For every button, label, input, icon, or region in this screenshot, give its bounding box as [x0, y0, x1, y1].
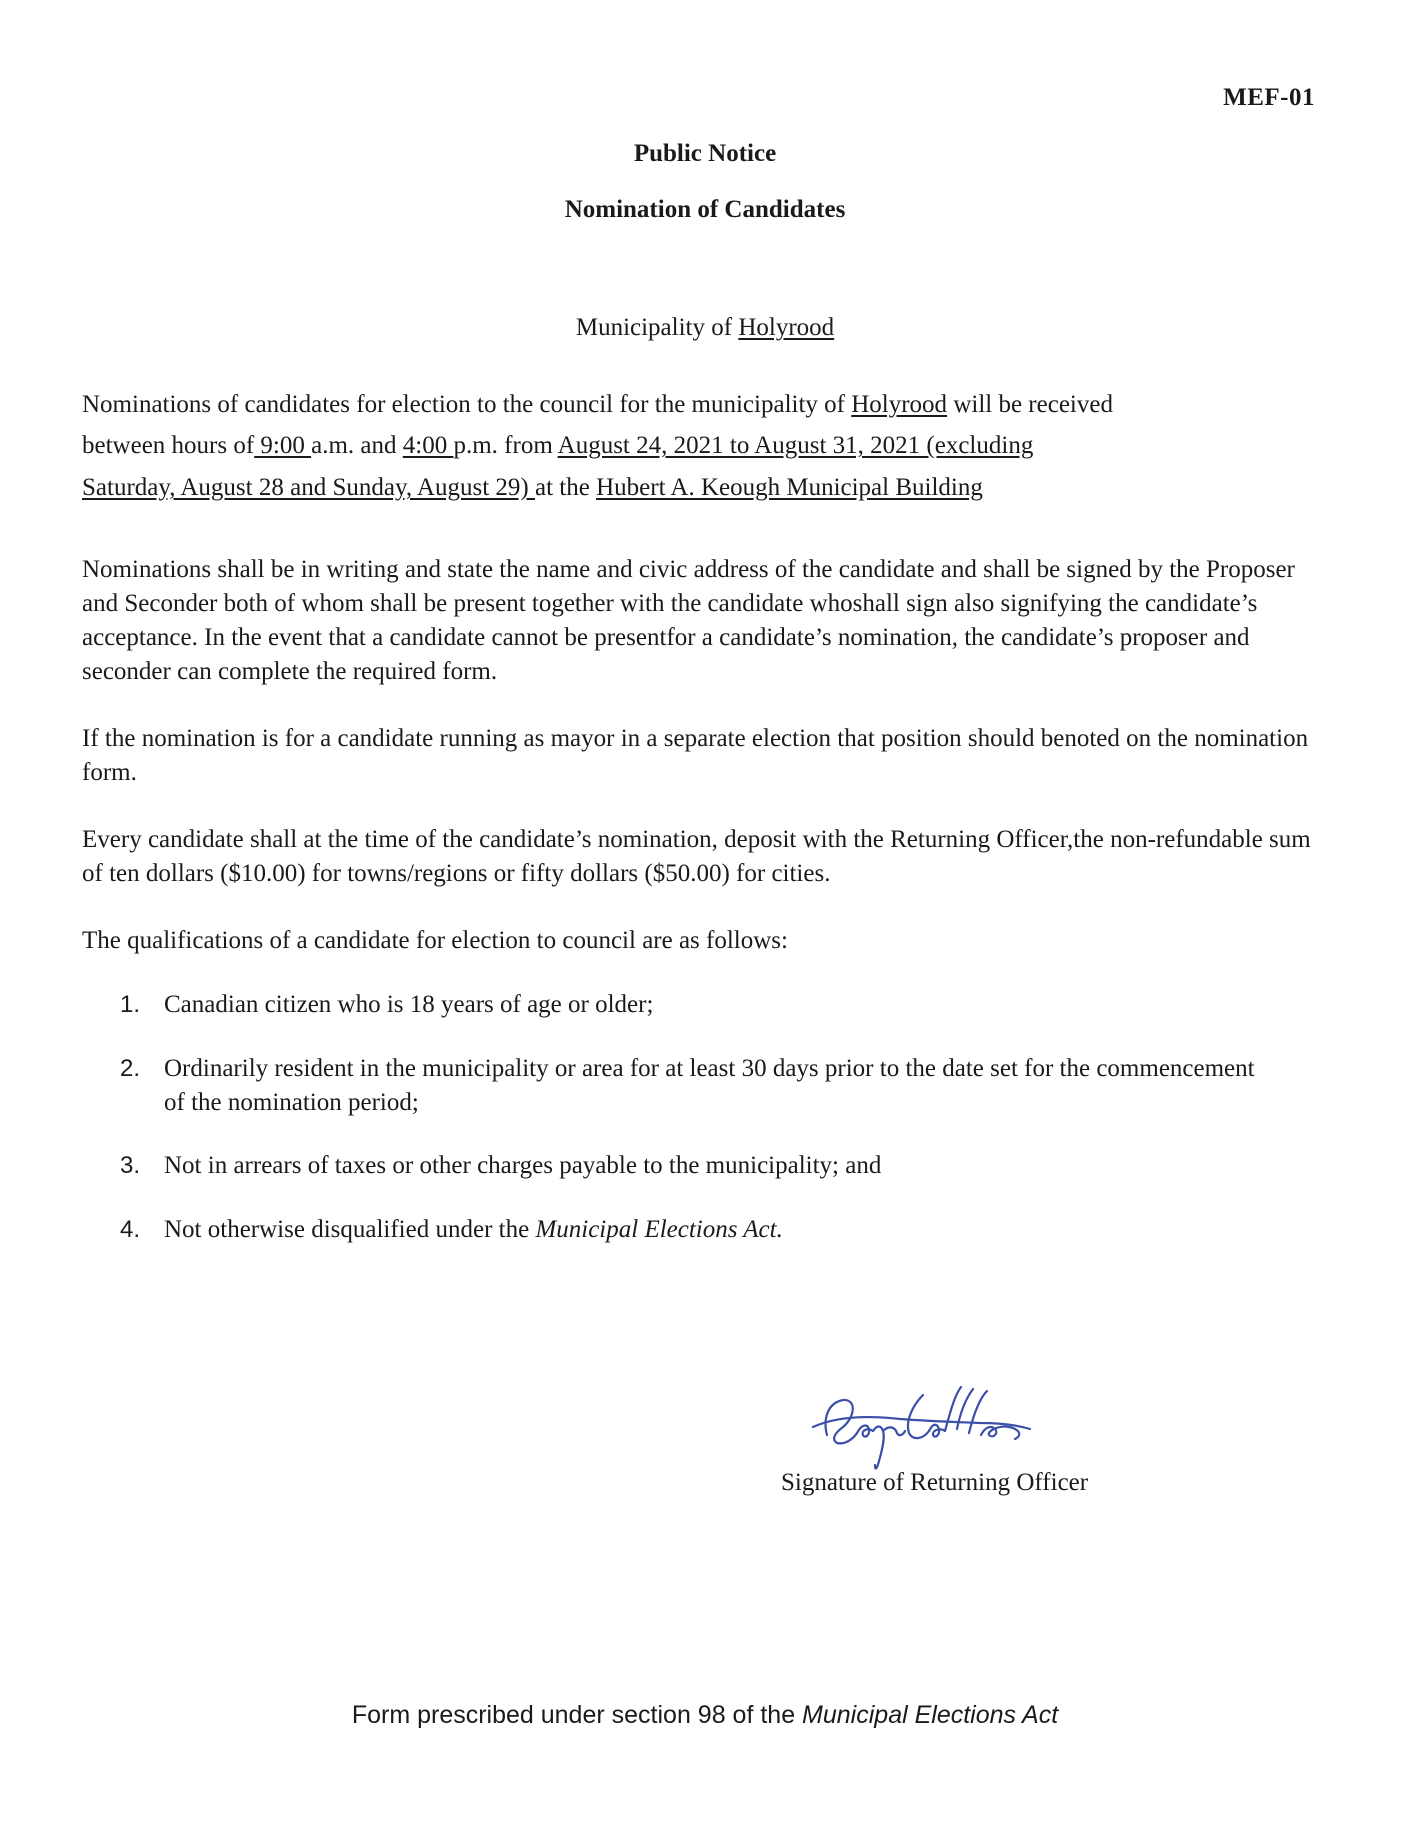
form-code: MEF-01 — [1223, 84, 1315, 111]
footer-text: Form prescribed under section 98 of the — [351, 1701, 803, 1729]
intro-text: Nominations of candidates for election to the council for the municipality of — [82, 391, 852, 418]
municipality-prefix: Municipality of — [575, 314, 739, 341]
page-title: Public Notice — [633, 140, 777, 167]
municipality-line — [0, 314, 1410, 342]
intro-line-3 — [82, 474, 983, 502]
list-text: Not in arrears of taxes or other charges payable to the municipality; and — [164, 1152, 882, 1179]
location-name: Hubert A. Keough Municipal Building — [596, 474, 983, 501]
list-number: 3. — [120, 1152, 141, 1179]
intro-municipality: Holyrood — [851, 391, 948, 418]
footer-note — [0, 1701, 1410, 1730]
date-range-part-1: August 24, 2021 to August 31, 2021 (excluding — [557, 432, 1034, 459]
location-prefix: at the — [535, 474, 597, 501]
date-range-part-2: Saturday, August 28 and Sunday, August 29) — [82, 474, 535, 501]
hours-mid-2: p.m. from — [453, 432, 558, 459]
intro-line-1 — [82, 391, 1113, 419]
end-time: 4:00 — [402, 432, 454, 459]
list-number: 4. — [120, 1216, 141, 1243]
qualification-item — [120, 1052, 1270, 1120]
qualification-item — [120, 1149, 1270, 1183]
intro-line-2 — [82, 432, 1033, 460]
list-number: 1. — [120, 991, 141, 1018]
signature-image — [805, 1365, 1035, 1475]
paragraph-qualifications-intro: The qualifications of a candidate for election to council are as follows: — [82, 927, 788, 954]
qualification-item — [120, 1213, 1270, 1247]
act-name: Municipal Elections Act. — [535, 1216, 783, 1243]
qualification-item — [120, 988, 1270, 1022]
municipality-name: Holyrood — [738, 314, 835, 341]
signature-caption: Signature of Returning Officer — [781, 1469, 1089, 1496]
paragraph-mayor-nomination: If the nomination is for a candidate running as mayor in a separate election that position should benoted on the nomination form. — [82, 725, 1309, 786]
list-text: Ordinarily resident in the municipality or area for at least 30 days prior to the date set for the commencement of the nomination period; — [164, 1055, 1255, 1116]
list-number: 2. — [120, 1055, 141, 1082]
footer-act-name: Municipal Elections Act — [802, 1701, 1059, 1729]
intro-suffix: will be received — [947, 391, 1113, 418]
list-text-plain: Not otherwise disqualified under the — [164, 1216, 536, 1243]
paragraph-deposit: Every candidate shall at the time of the candidate’s nomination, deposit with the Returning Officer,the non-refundable sum of ten dollars ($10.00) for towns/regions or fifty dollars ($50.00) for cities. — [82, 826, 1311, 887]
paragraph-nomination-requirements: Nominations shall be in writing and state the name and civic address of the candidate and shall be signed by the Proposer and Seconder both of whom shall be present together with the candidate whoshall sign also signifying the candidate’s acceptance. In the event that a candidate cannot be presentfor a candidate’s nomination, the candidate’s proposer and seconder can complete the required form. — [82, 556, 1295, 685]
list-text — [164, 1213, 1270, 1247]
list-text: Canadian citizen who is 18 years of age or older; — [164, 991, 654, 1018]
start-time: 9:00 — [254, 432, 312, 459]
page-subtitle: Nomination of Candidates — [564, 196, 846, 223]
hours-prefix: between hours of — [82, 432, 255, 459]
hours-mid-1: a.m. and — [311, 432, 403, 459]
